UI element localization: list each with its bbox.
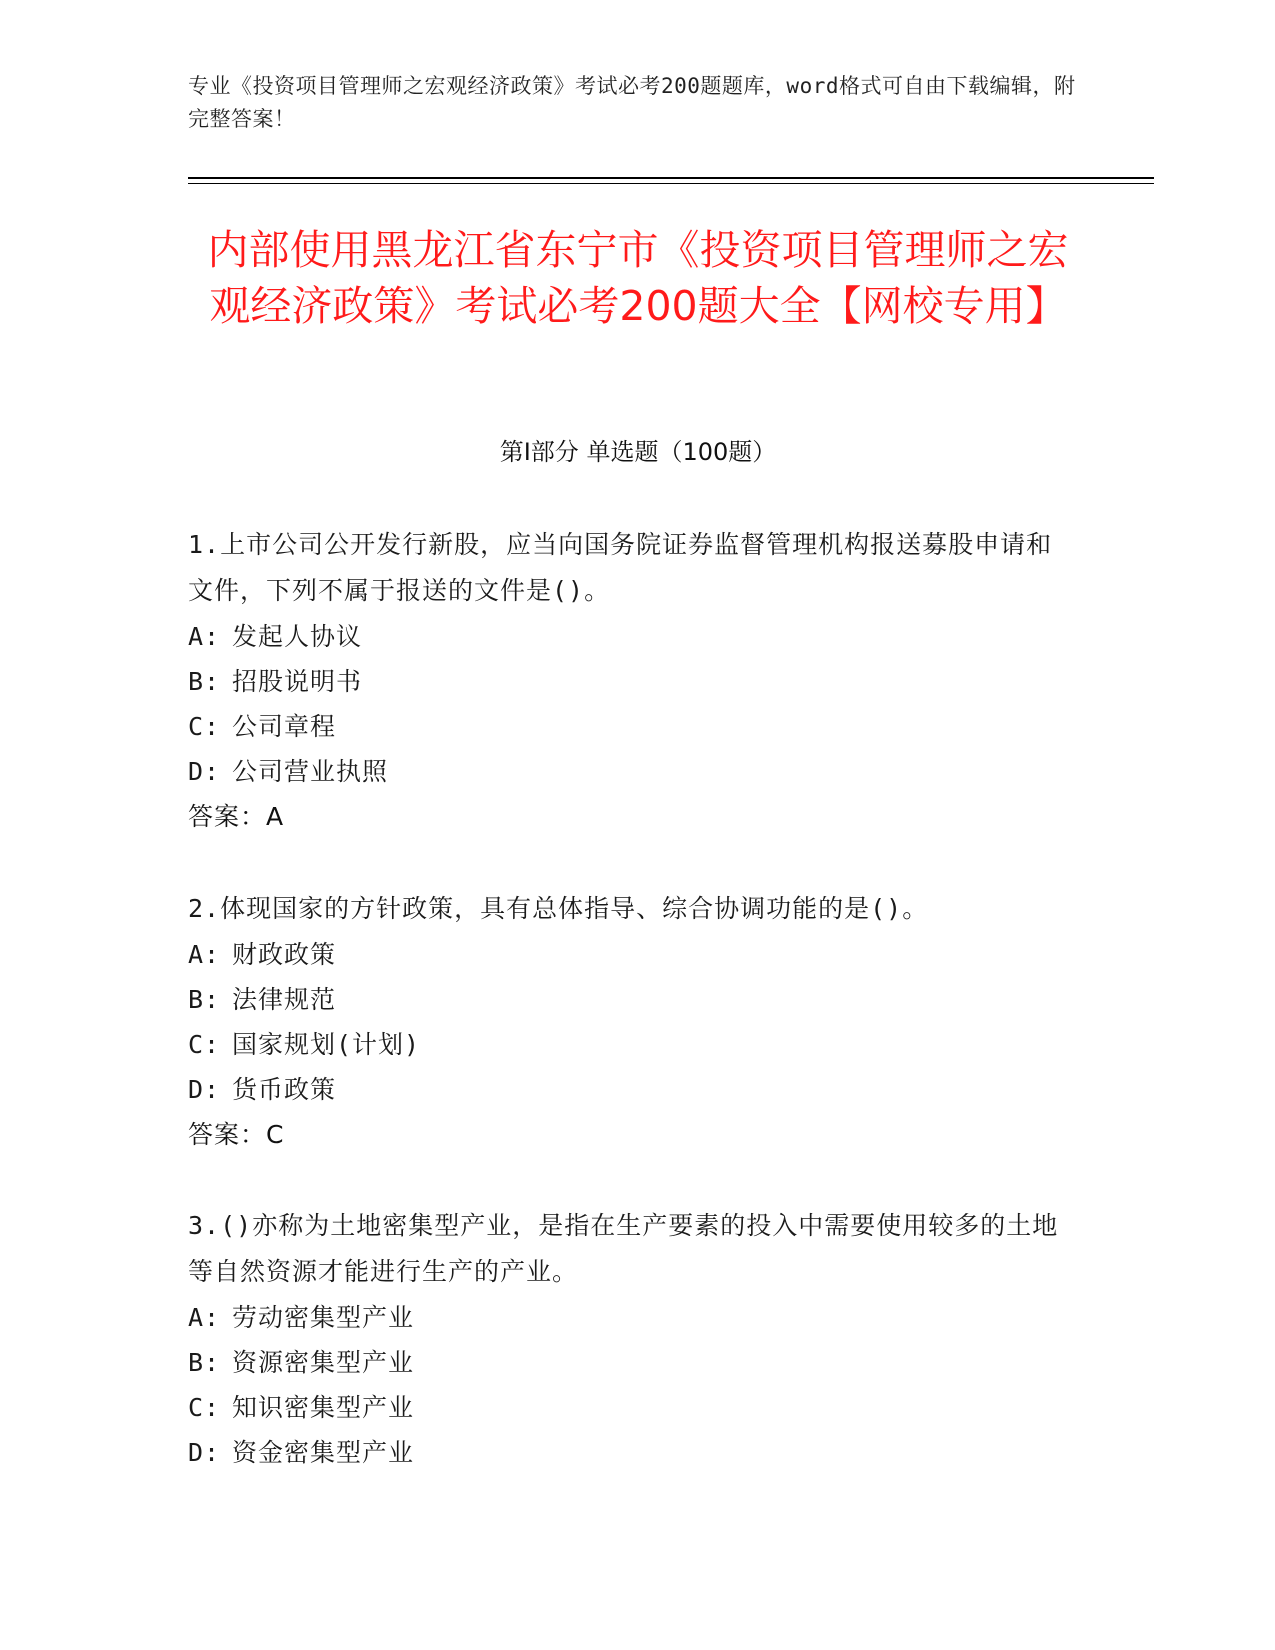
option-key: D: bbox=[188, 1438, 221, 1467]
option-d bbox=[188, 1067, 1068, 1112]
option-key: A: bbox=[188, 1303, 221, 1332]
option-text: 货币政策 bbox=[232, 1075, 337, 1104]
section-heading: 第Ⅰ部分 单选题（100题） bbox=[499, 438, 777, 466]
question-stem: 3.()亦称为土地密集型产业，是指在生产要素的投入中需要使用较多的土地等自然资源才能进行生产的产业。 bbox=[188, 1211, 1059, 1286]
option-text: 财政政策 bbox=[232, 940, 337, 969]
option-text: 法律规范 bbox=[232, 985, 337, 1014]
option-b bbox=[188, 977, 1068, 1022]
option-b bbox=[188, 659, 1068, 704]
option-key: C: bbox=[188, 712, 221, 741]
question-stem: 1.上市公司公开发行新股，应当向国务院证券监督管理机构报送募股申请和文件，下列不属于报送的文件是()。 bbox=[188, 530, 1053, 605]
option-a bbox=[188, 1295, 1068, 1340]
header-divider-thick bbox=[188, 177, 1154, 179]
question-1 bbox=[188, 522, 1068, 840]
answer-line bbox=[188, 794, 1068, 840]
option-b bbox=[188, 1340, 1068, 1385]
option-c bbox=[188, 704, 1068, 749]
option-text: 公司章程 bbox=[232, 712, 337, 741]
option-key: A: bbox=[188, 622, 221, 651]
option-c bbox=[188, 1385, 1068, 1430]
option-key: B: bbox=[188, 985, 221, 1014]
option-a bbox=[188, 932, 1068, 977]
question-2 bbox=[188, 886, 1068, 1158]
option-text: 公司营业执照 bbox=[232, 757, 389, 786]
option-c bbox=[188, 1022, 1068, 1067]
answer-label: 答案： bbox=[188, 802, 267, 831]
option-key: B: bbox=[188, 667, 221, 696]
option-key: C: bbox=[188, 1030, 221, 1059]
document-title: 内部使用黑龙江省东宁市《投资项目管理师之宏观经济政策》考试必考200题大全【网校专用】 bbox=[207, 226, 1069, 330]
answer-value: A bbox=[266, 802, 285, 831]
option-key: D: bbox=[188, 757, 221, 786]
option-text: 招股说明书 bbox=[232, 667, 363, 696]
option-text: 国家规划(计划) bbox=[232, 1030, 421, 1059]
header-note: 专业《投资项目管理师之宏观经济政策》考试必考200题题库，word格式可自由下载编辑，附完整答案！ bbox=[188, 74, 1076, 131]
answer-value: C bbox=[266, 1120, 285, 1149]
answer-line bbox=[188, 1112, 1068, 1158]
option-key: A: bbox=[188, 940, 221, 969]
option-a bbox=[188, 614, 1068, 659]
option-text: 劳动密集型产业 bbox=[232, 1303, 415, 1332]
question-3 bbox=[188, 1203, 1068, 1475]
option-text: 资金密集型产业 bbox=[232, 1438, 415, 1467]
option-key: C: bbox=[188, 1393, 221, 1422]
option-key: D: bbox=[188, 1075, 221, 1104]
answer-label: 答案： bbox=[188, 1120, 267, 1149]
option-text: 知识密集型产业 bbox=[232, 1393, 415, 1422]
option-key: B: bbox=[188, 1348, 221, 1377]
option-text: 资源密集型产业 bbox=[232, 1348, 415, 1377]
option-text: 发起人协议 bbox=[232, 622, 363, 651]
question-stem: 2.体现国家的方针政策，具有总体指导、综合协调功能的是()。 bbox=[188, 894, 929, 923]
header-divider-thin bbox=[188, 183, 1154, 184]
option-d bbox=[188, 749, 1068, 794]
option-d bbox=[188, 1430, 1068, 1475]
